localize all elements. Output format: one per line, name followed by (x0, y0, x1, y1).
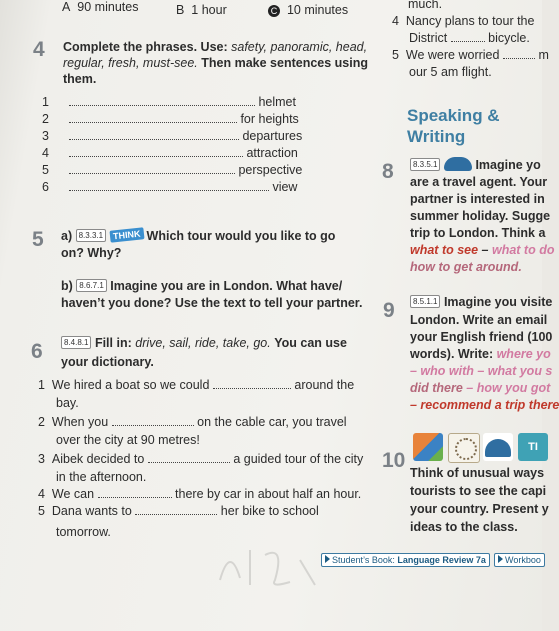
section-title-writing: Writing (407, 127, 466, 146)
exercise-8-line5: trip to London. Think a (410, 226, 546, 240)
blank-line[interactable] (69, 147, 243, 157)
exercise-10-line2: tourists to see the capi (410, 484, 547, 498)
exercise-4-item: 6 view (42, 180, 298, 194)
curriculum-code: 8.6.7.1 (76, 279, 106, 292)
exercise-6-item: 4 We can there by car in about half an hour. (38, 487, 362, 501)
workbook-link[interactable]: Workboo (494, 550, 545, 568)
blank-line[interactable] (135, 505, 217, 515)
exercise-5-number: 5 (32, 228, 44, 251)
exercise-9-line4: words). Write: where yo (410, 347, 551, 361)
exercise-5b-line1: b) 8.6.7.1 Imagine you are in London. What have/ (61, 279, 343, 293)
pencil-scribble (215, 540, 325, 590)
exercise-8-line1: 8.3.5.1 Imagine yo (410, 157, 541, 172)
right-item5-line1: 5 We were worried m (392, 48, 549, 62)
exercise-8-line7: how to get around. (410, 260, 522, 274)
exercise-6-item: 3 Aibek decided to a guided tour of the city (38, 452, 364, 466)
exercise-4-item: 5 perspective (42, 163, 303, 177)
puzzle-icon (413, 433, 443, 461)
exercise-4-instruction-line3: them. (63, 72, 97, 86)
blank-line[interactable] (69, 164, 235, 174)
exercise-8-line4: summer holiday. Sugge (410, 209, 551, 223)
exercise-8-line2: are a travel agent. Your (410, 175, 548, 189)
exercise-10-line1: Think of unusual ways (410, 466, 545, 480)
exercise-10-line4: ideas to the class. (410, 520, 518, 534)
exercise-6-item-continuation: tomorrow. (56, 525, 111, 539)
blank-line[interactable] (213, 379, 291, 389)
exercise-9-number: 9 (383, 299, 395, 322)
exercise-4-item: 1 helmet (42, 95, 296, 109)
blank-line[interactable] (69, 181, 269, 191)
exercise-6-item: 5 Dana wants to her bike to school (38, 504, 319, 518)
blank-line (451, 32, 485, 42)
section-title-speaking: Speaking & (407, 106, 500, 125)
blank-line (503, 49, 535, 59)
curriculum-code: 8.3.5.1 (410, 158, 440, 171)
option-b: B 1 hour (176, 3, 227, 17)
exercise-5b-line2: haven’t you done? Use the text to tell your partner. (61, 296, 363, 310)
blank-line[interactable] (148, 453, 230, 463)
exercise-8-number: 8 (382, 160, 394, 183)
exercise-9-line1: 8.5.1.1 Imagine you visite (410, 295, 552, 309)
exercise-8-line3: partner is interested in (410, 192, 545, 206)
right-item5-line2: our 5 am flight. (409, 65, 492, 79)
exercise-6-item: 1 We hired a boat so we could around the (38, 378, 355, 392)
exercise-9-line3: your English friend (100 (410, 330, 553, 344)
exercise-4-item: 3 departures (42, 129, 303, 143)
exercise-6-number: 6 (31, 340, 43, 363)
blank-line[interactable] (69, 113, 237, 123)
think-badge: THINK (109, 227, 144, 242)
blank-line[interactable] (98, 488, 172, 498)
curriculum-code: 8.5.1.1 (410, 295, 440, 308)
speech-icon (444, 157, 472, 171)
curriculum-code: 8.3.3.1 (76, 229, 106, 242)
exercise-10-line3: your country. Present y (410, 502, 549, 516)
blank-line[interactable] (69, 130, 239, 140)
exercise-5a-line1: a) 8.3.3.1 THINK Which tour would you like to go (61, 228, 336, 243)
exercise-6-item: 2 When you on the cable car, you travel (38, 415, 347, 429)
exercise-8-line6: what to see – what to do (410, 243, 555, 257)
exercise-6-item-continuation: bay. (56, 396, 79, 410)
option-c: C 10 minutes (268, 3, 348, 17)
think-tile-icon: TI (518, 433, 548, 461)
option-a: A 90 minutes (62, 0, 139, 14)
right-much: much. (408, 0, 443, 11)
exercise-5a-line2: on? Why? (61, 246, 122, 260)
exercise-6-instruction-line1: 8.4.8.1 Fill in: drive, sail, ride, take, go. You can use (61, 336, 347, 350)
exercise-9-line5: – who with – what you s (410, 364, 553, 378)
tree-icon (448, 433, 480, 463)
exercise-4-number: 4 (33, 38, 45, 61)
exercise-9-line7: – recommend a trip there (410, 398, 559, 412)
exercise-6-instruction-line2: your dictionary. (61, 355, 154, 369)
language-review-link[interactable]: Student’s Book: Language Review 7a (321, 550, 490, 568)
exercise-9-line2: London. Write an email (410, 313, 548, 327)
exercise-6-item-continuation: over the city at 90 metres! (56, 433, 200, 447)
play-arrow-icon (498, 555, 503, 563)
curriculum-code: 8.4.8.1 (61, 336, 91, 349)
blank-line[interactable] (69, 96, 255, 106)
exercise-6-item-continuation: in the afternoon. (56, 470, 147, 484)
circled-answer-c: C (268, 5, 280, 17)
exercise-4-item: 4 attraction (42, 146, 298, 160)
right-item4-line1: 4 Nancy plans to tour the (392, 14, 535, 28)
exercise-4-item: 2 for heights (42, 112, 299, 126)
blank-line[interactable] (112, 416, 194, 426)
play-arrow-icon (325, 555, 330, 563)
exercise-4-instruction-line2: regular, fresh, must-see. Then make sentences using (63, 56, 368, 70)
right-item4-line2: District bicycle. (409, 31, 530, 45)
people-icon (483, 433, 513, 461)
exercise-10-number: 10 (382, 449, 406, 472)
exercise-4-instruction-line1: Complete the phrases. Use: safety, panoramic, head, (63, 40, 368, 54)
exercise-9-line6: did there – how you got (410, 381, 551, 395)
